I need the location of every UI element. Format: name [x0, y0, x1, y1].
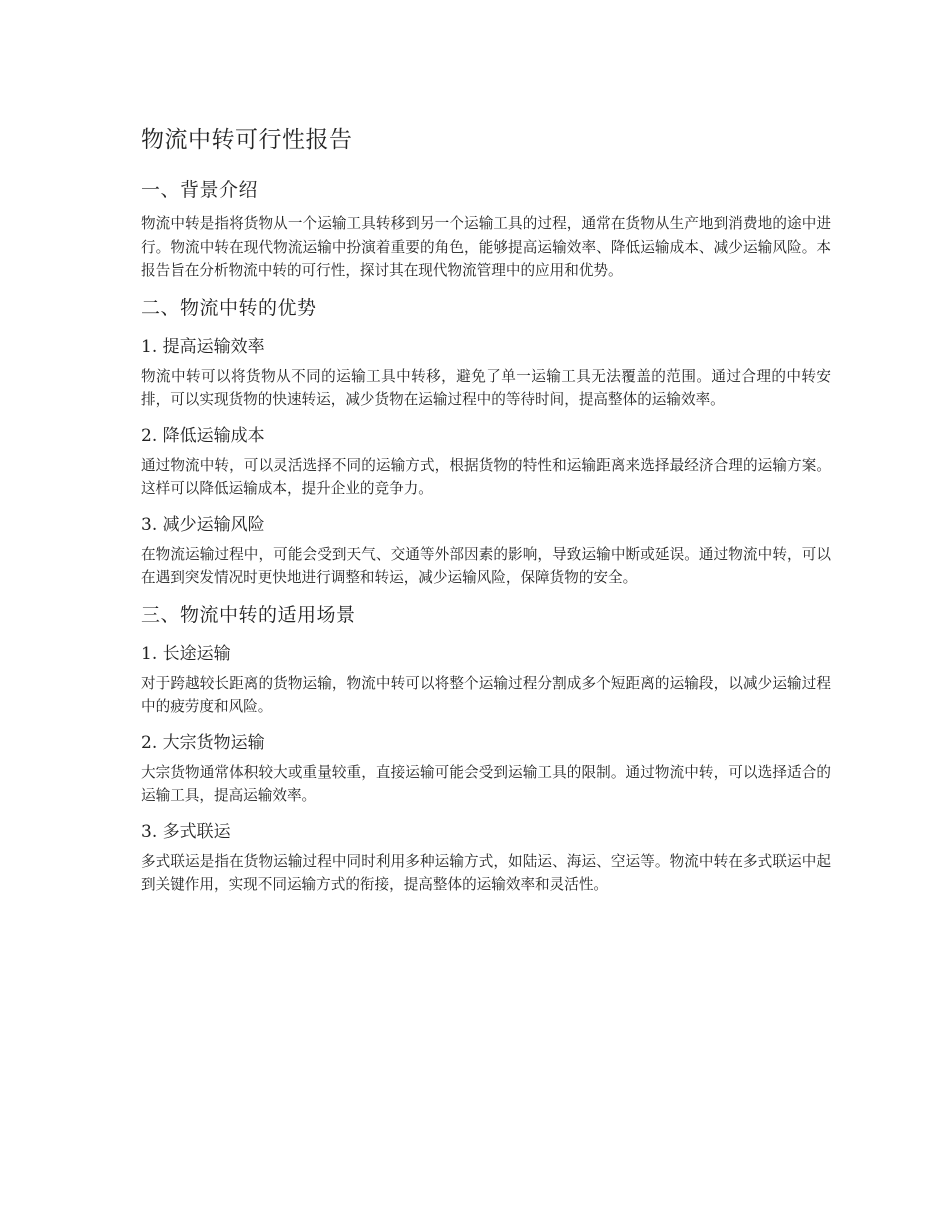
paragraph-cost: 通过物流中转，可以灵活选择不同的运输方式，根据货物的特性和运输距离来选择最经济合理的运输方案。这样可以降低运输成本，提升企业的竞争力。 — [141, 456, 831, 497]
document-page — [141, 124, 831, 908]
section-heading-scenarios: 三、物流中转的适用场景 — [141, 603, 356, 626]
paragraph-efficiency: 物流中转可以将货物从不同的运输工具中转移，避免了单一运输工具无法覆盖的范围。通过合理的中转安排，可以实现货物的快速转运，减少货物在运输过程中的等待时间，提高整体的运输效率。 — [141, 367, 831, 408]
subheading-risk: 3. 减少运输风险 — [141, 514, 265, 535]
document-title: 物流中转可行性报告 — [141, 127, 353, 153]
paragraph-background: 物流中转是指将货物从一个运输工具转移到另一个运输工具的过程，通常在货物从生产地到消费地的途中进行。物流中转在现代物流运输中扮演着重要的角色，能够提高运输效率、降低运输成本、减少运输风险。本报告旨在分析物流中转的可行性，探讨其在现代物流管理中的应用和优势。 — [141, 215, 831, 279]
subheading-long-distance: 1. 长途运输 — [141, 643, 231, 664]
paragraph-multimodal: 多式联运是指在货物运输过程中同时利用多种运输方式，如陆运、海运、空运等。物流中转在多式联运中起到关键作用，实现不同运输方式的衔接，提高整体的运输效率和灵活性。 — [141, 852, 831, 893]
section-heading-advantages: 二、物流中转的优势 — [141, 296, 317, 319]
section-heading-background: 一、背景介绍 — [141, 179, 259, 201]
paragraph-risk: 在物流运输过程中，可能会受到天气、交通等外部因素的影响，导致运输中断或延误。通过物流中转，可以在遇到突发情况时更快地进行调整和转运，减少运输风险，保障货物的安全。 — [141, 545, 831, 586]
subheading-cost: 2. 降低运输成本 — [141, 425, 265, 446]
paragraph-bulk-cargo: 大宗货物通常体积较大或重量较重，直接运输可能会受到运输工具的限制。通过物流中转，可以选择适合的运输工具，提高运输效率。 — [141, 763, 831, 804]
subheading-multimodal: 3. 多式联运 — [141, 821, 231, 842]
subheading-bulk-cargo: 2. 大宗货物运输 — [141, 732, 265, 753]
subheading-efficiency: 1. 提高运输效率 — [141, 336, 265, 357]
paragraph-long-distance: 对于跨越较长距离的货物运输，物流中转可以将整个运输过程分割成多个短距离的运输段，以减少运输过程中的疲劳度和风险。 — [141, 674, 831, 715]
